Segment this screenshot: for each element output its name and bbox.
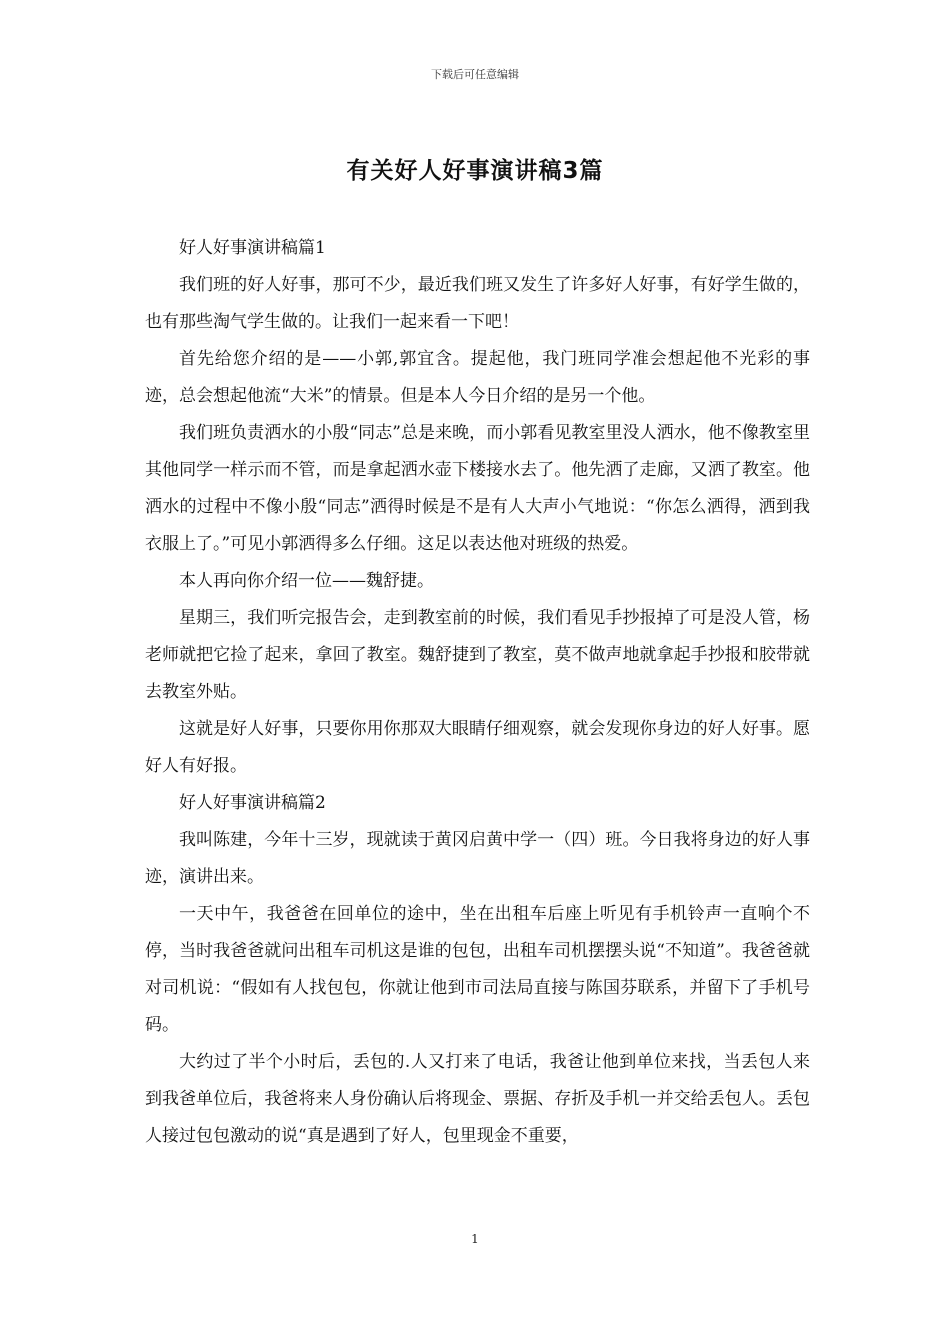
paragraph: 首先给您介绍的是——小郭,郭宜含。提起他，我门班同学准会想起他不光彩的事迹，总会想起他流“大米”的情景。但是本人今日介绍的是另一个他。 xyxy=(145,349,810,406)
paragraph: 我们班负责洒水的小殷“同志”总是来晚，而小郭看见教室里没人洒水，他不像教室里其他同学一样示而不管，而是拿起洒水壶下楼接水去了。他先洒了走廊，又洒了教室。他洒水的过程中不像小殷“同志”洒得时候是不是有人大声小气地说：“你怎么洒得，洒到我衣服上了。”可见小郭洒得多么仔细。这足以表达他对班级的热爱。 xyxy=(145,423,810,554)
paragraph: 一天中午，我爸爸在回单位的途中，坐在出租车后座上听见有手机铃声一直响个不停，当时我爸爸就问出租车司机这是谁的包包，出租车司机摆摆头说“不知道”。我爸爸就对司机说：“假如有人找包包，你就让他到市司法局直接与陈国芬联系，并留下了手机号码。 xyxy=(145,904,810,1035)
document-body xyxy=(145,230,810,1155)
section-heading-1: 好人好事演讲稿篇1 xyxy=(179,238,326,258)
section-heading-2: 好人好事演讲稿篇2 xyxy=(179,793,326,813)
document-title: 有关好人好事演讲稿3篇 xyxy=(346,158,604,184)
paragraph: 我们班的好人好事，那可不少，最近我们班又发生了许多好人好事，有好学生做的，也有那些淘气学生做的。让我们一起来看一下吧！ xyxy=(145,275,810,332)
page-number: 1 xyxy=(471,1232,479,1246)
page-header-note: 下载后可任意编辑 xyxy=(431,68,519,81)
paragraph: 大约过了半个小时后，丢包的.人又打来了电话，我爸让他到单位来找，当丢包人来到我爸单位后，我爸将来人身份确认后将现金、票据、存折及手机一并交给丢包人。丢包人接过包包激动的说“真是遇到了好人，包里现金不重要， xyxy=(145,1052,810,1146)
paragraph: 我叫陈建，今年十三岁，现就读于黄冈启黄中学一（四）班。今日我将身边的好人事迹，演讲出来。 xyxy=(145,830,810,887)
paragraph: 星期三，我们听完报告会，走到教室前的时候，我们看见手抄报掉了可是没人管，杨老师就把它捡了起来，拿回了教室。魏舒捷到了教室，莫不做声地就拿起手抄报和胶带就去教室外贴。 xyxy=(145,608,810,702)
paragraph: 这就是好人好事，只要你用你那双大眼睛仔细观察，就会发现你身边的好人好事。愿好人有好报。 xyxy=(145,719,810,776)
paragraph: 本人再向你介绍一位——魏舒捷。 xyxy=(179,571,434,591)
